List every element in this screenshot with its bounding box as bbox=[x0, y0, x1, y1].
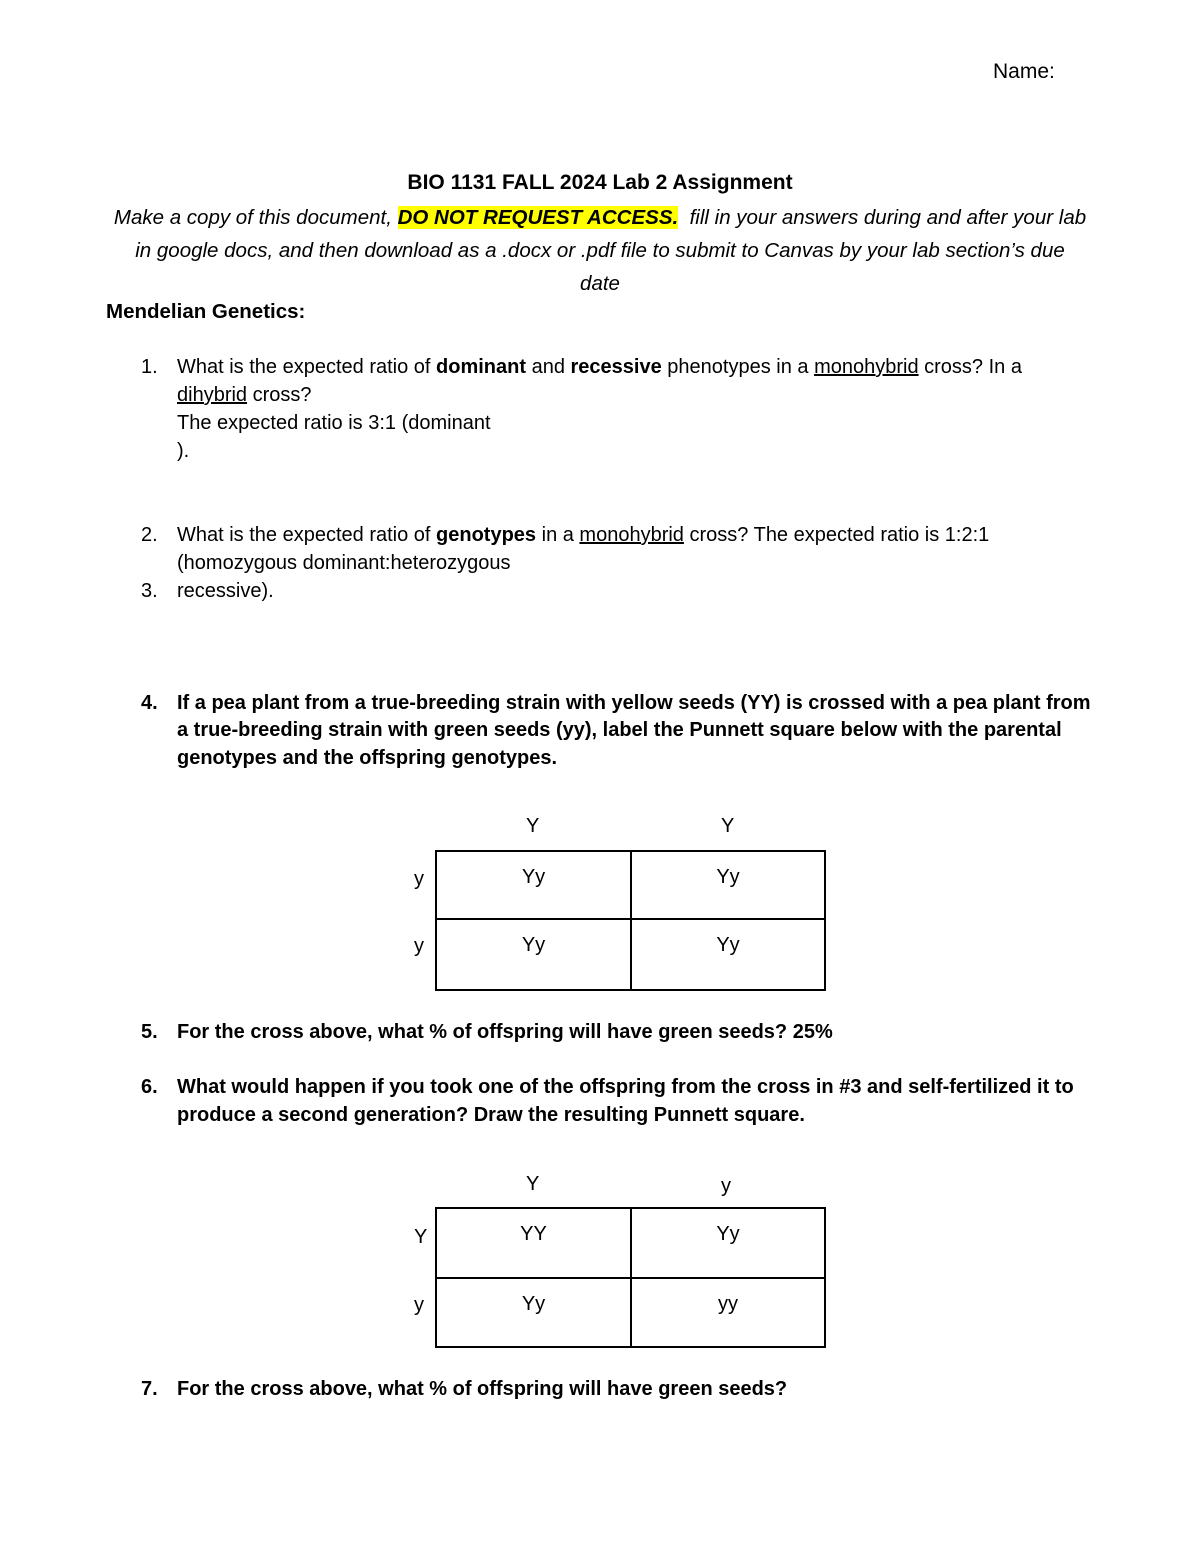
question-number: 3. bbox=[141, 580, 158, 602]
name-label: Name: bbox=[993, 60, 1055, 83]
intro-text-start: Make a copy of this document, bbox=[113, 206, 398, 229]
question-number: 2. bbox=[141, 524, 158, 546]
punnett-cell: Yy bbox=[630, 918, 826, 991]
column-allele: Y bbox=[526, 1173, 540, 1195]
question-6-line-2: produce a second generation? Draw the resulting Punnett square. bbox=[177, 1104, 805, 1126]
question-3-text: recessive). bbox=[177, 580, 274, 602]
column-allele: Y bbox=[721, 815, 735, 837]
question-2-line-2: (homozygous dominant:heterozygous bbox=[177, 552, 511, 574]
page-title: BIO 1131 FALL 2024 Lab 2 Assignment bbox=[407, 171, 793, 194]
column-allele: y bbox=[721, 1175, 731, 1197]
question-4-line-3: genotypes and the offspring genotypes. bbox=[177, 747, 558, 769]
punnett-cell: Yy bbox=[435, 1277, 632, 1348]
question-1-line-1: What is the expected ratio of dominant and recessive phenotypes in a monohybrid cross? In a bbox=[177, 356, 1022, 378]
row-allele: Y bbox=[414, 1226, 428, 1248]
row-allele: y bbox=[414, 1294, 424, 1316]
punnett-cell: Yy bbox=[630, 1207, 826, 1279]
question-7-text: For the cross above, what % of offspring will have green seeds? bbox=[177, 1378, 788, 1400]
question-number: 1. bbox=[141, 356, 158, 378]
row-allele: y bbox=[414, 935, 424, 957]
punnett-cell: Yy bbox=[435, 850, 632, 920]
question-1-line-2: dihybrid cross? bbox=[177, 384, 312, 406]
highlight-warning: DO NOT REQUEST ACCESS. bbox=[397, 206, 679, 229]
question-4-line-1: If a pea plant from a true-breeding strain with yellow seeds (YY) is crossed with a pea plant from bbox=[177, 692, 1091, 714]
question-number: 7. bbox=[141, 1378, 158, 1400]
question-6-line-1: What would happen if you took one of the offspring from the cross in #3 and self-fertilized it to bbox=[177, 1076, 1074, 1098]
punnett-cell: Yy bbox=[630, 850, 826, 920]
column-allele: Y bbox=[526, 815, 540, 837]
answer-1-line-2: ). bbox=[177, 440, 190, 462]
punnett-cell: Yy bbox=[435, 918, 632, 991]
punnett-cell: YY bbox=[435, 1207, 632, 1279]
question-number: 4. bbox=[141, 692, 158, 714]
instructions bbox=[100, 201, 1100, 300]
question-2-line-1: What is the expected ratio of genotypes in a monohybrid cross? The expected ratio is 1:2:1 bbox=[177, 524, 990, 546]
answer-1-line-1: The expected ratio is 3:1 (dominant bbox=[177, 412, 491, 434]
punnett-cell: yy bbox=[630, 1277, 826, 1348]
question-number: 6. bbox=[141, 1076, 158, 1098]
intro-text-end: fill in your answers during and after your lab bbox=[678, 206, 1087, 229]
intro-line-2: in google docs, and then download as a .docx or .pdf file to submit to Canvas by your lab section’s due bbox=[135, 239, 1065, 262]
question-4-line-2: a true-breeding strain with green seeds (yy), label the Punnett square below with the parental bbox=[177, 719, 1062, 741]
intro-line-3: date bbox=[580, 272, 620, 295]
row-allele: y bbox=[414, 868, 424, 890]
question-number: 5. bbox=[141, 1021, 158, 1043]
section-heading: Mendelian Genetics: bbox=[106, 300, 306, 323]
question-5-text: For the cross above, what % of offspring will have green seeds? 25% bbox=[177, 1021, 833, 1043]
